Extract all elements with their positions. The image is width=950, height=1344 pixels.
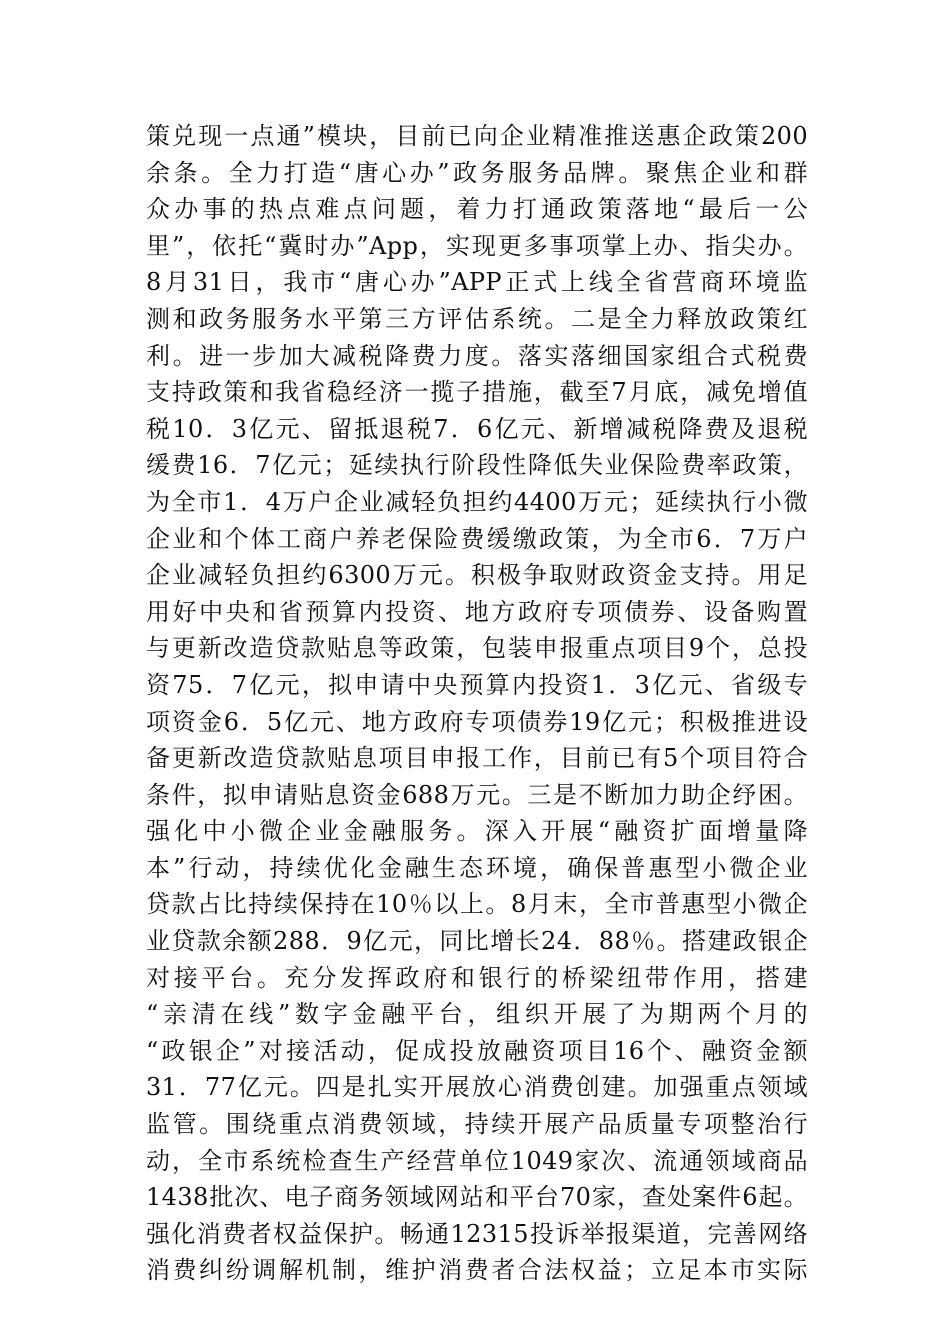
text-line: 企业和个体工商户养老保险费缓缴政策，为全市6．7万户 — [146, 524, 808, 553]
text-line: 贷款占比持续保持在10％以上。8月末，全市普惠型小微企 — [146, 890, 808, 919]
text-line: 8月31日，我市“唐心办”APP正式上线全省营商环境监 — [146, 268, 808, 297]
text-line: 备更新改造贷款贴息项目申报工作，目前已有5个项目符合 — [146, 744, 808, 773]
text-line: 为全市1．4万户企业减轻负担约4400万元；延续执行小微 — [146, 487, 808, 516]
text-line: 监管。围绕重点消费领域，持续开展产品质量专项整治行 — [146, 1110, 808, 1139]
text-line: 策兑现一点通”模块，目前已向企业精准推送惠企政策200 — [146, 122, 808, 150]
text-line: 强化消费者权益保护。畅通12315投诉举报渠道，完善网络 — [146, 1219, 808, 1248]
text-line: 31．77亿元。四是扎实开展放心消费创建。加强重点领域 — [146, 1073, 808, 1102]
text-line: 业贷款余额288．9亿元，同比增长24．88％。搭建政银企 — [146, 927, 808, 956]
text-line: 用好中央和省预算内投资、地方政府专项债券、设备购置 — [146, 597, 808, 626]
text-line: 与更新改造贷款贴息等政策，包装申报重点项目9个，总投 — [146, 634, 808, 663]
text-line: “政银企”对接活动，促成投放融资项目16个、融资金额 — [146, 1036, 808, 1065]
text-line: 支持政策和我省稳经济一揽子措施，截至7月底，减免增值 — [146, 378, 808, 407]
text-line: 强化中小微企业金融服务。深入开展“融资扩面增量降 — [146, 817, 808, 846]
text-line: 税10．3亿元、留抵退税7．6亿元、新增减税降费及退税 — [146, 414, 808, 443]
text-line: 利。进一步加大减税降费力度。落实落细国家组合式税费 — [146, 341, 808, 370]
text-line: 里”，依托“冀时办”App，实现更多事项掌上办、指尖办。 — [146, 231, 808, 260]
text-line: 资75．7亿元，拟申请中央预算内投资1．3亿元、省级专 — [146, 670, 808, 699]
text-line: 测和政务服务水平第三方评估系统。二是全力释放政策红 — [146, 304, 808, 333]
text-line: 项资金6．5亿元、地方政府专项债券19亿元；积极推进设 — [146, 707, 808, 736]
text-line: 对接平台。充分发挥政府和银行的桥梁纽带作用，搭建 — [146, 963, 808, 992]
text-line: 消费纠纷调解机制，维护消费者合法权益；立足本市实际 — [146, 1256, 808, 1285]
text-line: “亲清在线”数字金融平台，组织开展了为期两个月的 — [146, 1000, 808, 1029]
text-line: 动，全市系统检查生产经营单位1049家次、流通领域商品 — [146, 1146, 808, 1175]
body-text — [146, 118, 808, 1289]
text-line: 余条。全力打造“唐心办”政务服务品牌。聚焦企业和群 — [146, 158, 808, 187]
text-line: 缓费16．7亿元；延续执行阶段性降低失业保险费率政策， — [146, 451, 808, 480]
text-line: 1438批次、电子商务领域网站和平台70家，查处案件6起。 — [146, 1183, 808, 1212]
text-line: 条件，拟申请贴息资金688万元。三是不断加力助企纾困。 — [146, 780, 808, 809]
text-line: 本”行动，持续优化金融生态环境，确保普惠型小微企业 — [146, 853, 808, 882]
text-line: 众办事的热点难点问题，着力打通政策落地“最后一公 — [146, 195, 808, 224]
text-line: 企业减轻负担约6300万元。积极争取财政资金支持。用足 — [146, 561, 808, 590]
